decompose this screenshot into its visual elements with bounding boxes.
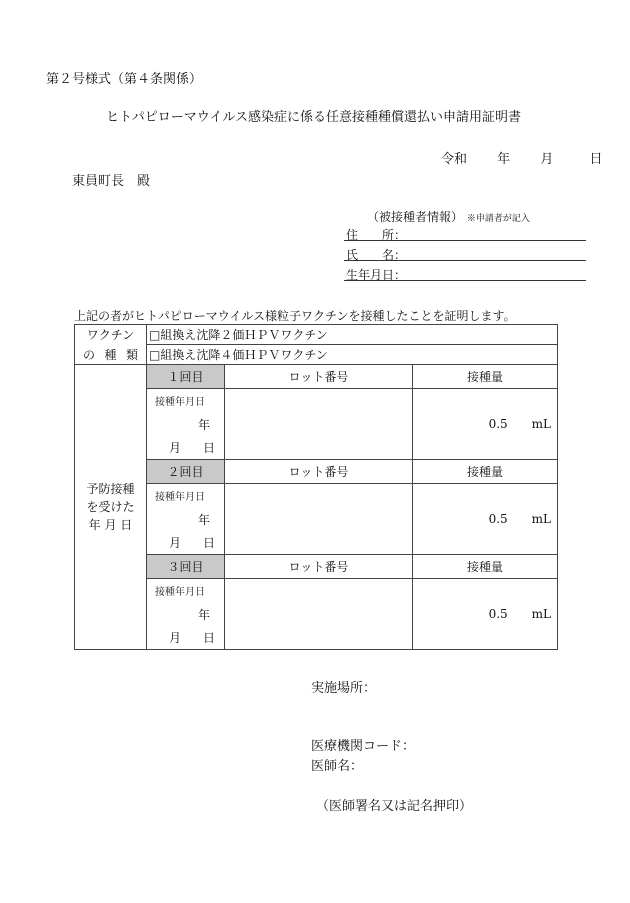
signature-note: （医師署名又は記名押印） xyxy=(316,799,473,814)
dose-field-3[interactable] xyxy=(413,579,558,650)
vaccination-date-label-3: 年 月 日 xyxy=(88,518,133,532)
vaccine-option-2valent[interactable]: □組換え沈降２価ＨＰＶワクチン xyxy=(147,325,558,345)
name-label: 氏 名： xyxy=(346,248,407,262)
vaccine-type-label-a: の xyxy=(83,347,96,362)
year-unit-1: 年 xyxy=(147,413,225,436)
dose-header-1: 接種量 xyxy=(413,365,558,389)
month-unit-3: 月 xyxy=(169,630,182,645)
dose-header-2: 接種量 xyxy=(413,460,558,484)
round-1-label: １回目 xyxy=(147,365,225,389)
dose-value-1: 0.5 xyxy=(488,417,508,431)
vaccine-type-label-b: 種 xyxy=(104,347,117,362)
form-number: 第２号様式（第４条関係） xyxy=(46,72,203,87)
date-era: 令和 xyxy=(441,152,468,167)
institution-code-label: 医療機関コード： xyxy=(311,739,416,754)
lot-number-header-3: ロット番号 xyxy=(225,555,413,579)
month-day-3 xyxy=(147,626,225,650)
day-unit-3: 日 xyxy=(203,630,216,645)
vaccination-date-label xyxy=(75,365,147,650)
birthdate-label: 生年月日： xyxy=(346,268,407,282)
dose-value-3: 0.5 xyxy=(488,607,508,621)
address-label: 住 所： xyxy=(346,228,407,242)
month-unit-2: 月 xyxy=(169,535,182,550)
vaccinee-note: ※申請者が記入 xyxy=(466,214,530,224)
vaccinee-heading-text: （被接種者情報） xyxy=(367,210,464,224)
dose-unit-2: mL xyxy=(531,512,552,526)
month-day-1 xyxy=(147,436,225,460)
address-line xyxy=(344,240,586,241)
vaccine-type-label-c: 類 xyxy=(125,347,138,362)
lot-number-header-1: ロット番号 xyxy=(225,365,413,389)
vaccination-date-label-1: 予防接種 xyxy=(86,482,135,496)
name-line xyxy=(344,260,586,261)
day-unit-1: 日 xyxy=(203,440,216,455)
vaccine-type-label: ワクチン xyxy=(75,325,147,345)
date-month-unit: 月 xyxy=(540,152,554,167)
certification-statement: 上記の者がヒトパピローマウイルス様粒子ワクチンを接種したことを証明します。 xyxy=(74,309,516,323)
month-unit-1: 月 xyxy=(169,440,182,455)
dose-header-3: 接種量 xyxy=(413,555,558,579)
vaccination-date-label-2: を受けた xyxy=(86,500,135,514)
day-unit-2: 日 xyxy=(203,535,216,550)
date-label-1: 接種年月日 xyxy=(147,389,225,413)
dose-field-2[interactable] xyxy=(413,484,558,555)
round-3-label: ３回目 xyxy=(147,555,225,579)
dose-value-2: 0.5 xyxy=(488,512,508,526)
dose-field-1[interactable] xyxy=(413,389,558,460)
location-label: 実施場所： xyxy=(311,681,377,696)
vaccine-option-4valent[interactable]: □組換え沈降４価ＨＰＶワクチン xyxy=(147,345,558,365)
vaccination-table xyxy=(74,324,558,650)
date-line xyxy=(441,148,602,167)
date-day-unit: 日 xyxy=(589,152,603,167)
vaccinee-heading xyxy=(367,208,530,225)
lot-number-field-3[interactable] xyxy=(225,579,413,650)
date-year-unit: 年 xyxy=(497,152,511,167)
birthdate-line xyxy=(344,280,586,281)
round-2-label: ２回目 xyxy=(147,460,225,484)
year-unit-2: 年 xyxy=(147,508,225,531)
date-label-2: 接種年月日 xyxy=(147,484,225,508)
month-day-2 xyxy=(147,531,225,555)
doctor-name-label: 医師名： xyxy=(311,759,364,774)
lot-number-header-2: ロット番号 xyxy=(225,460,413,484)
vaccine-type-label-2 xyxy=(75,345,147,365)
lot-number-field-2[interactable] xyxy=(225,484,413,555)
document-title: ヒトパピローマウイルス感染症に係る任意接種種償還払い申請用証明書 xyxy=(106,110,521,125)
addressee: 東員町長 殿 xyxy=(72,174,151,189)
date-label-3: 接種年月日 xyxy=(147,579,225,603)
year-unit-3: 年 xyxy=(147,603,225,626)
lot-number-field-1[interactable] xyxy=(225,389,413,460)
dose-unit-1: mL xyxy=(531,417,552,431)
dose-unit-3: mL xyxy=(531,607,552,621)
